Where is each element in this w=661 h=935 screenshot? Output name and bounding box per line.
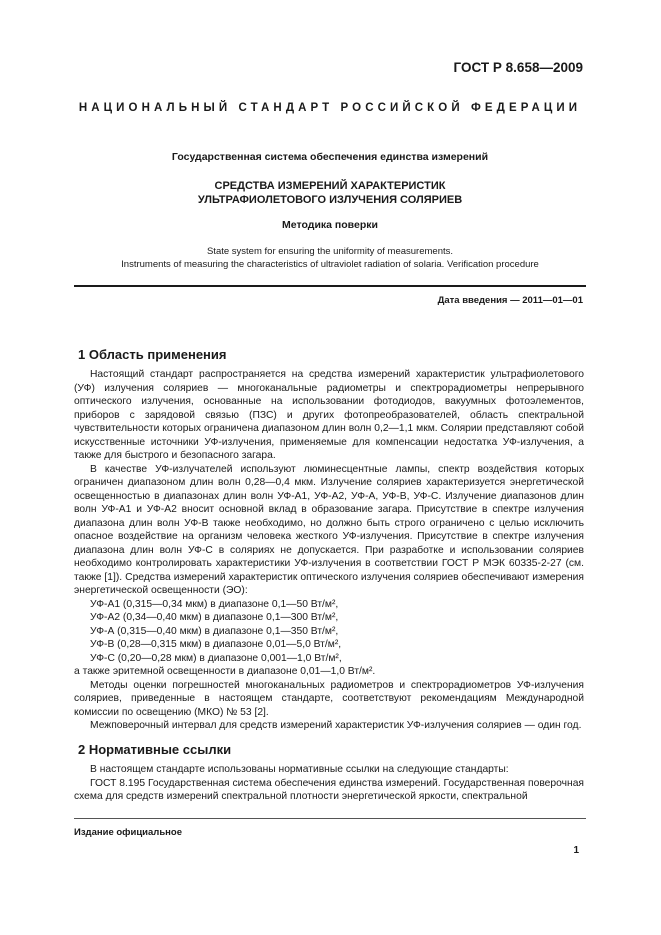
paragraph: Межповерочный интервал для средств измерений характеристик УФ-излучения соляриев — один год.: [90, 720, 582, 731]
paragraph: Настоящий стандарт распространяется на средства измерений характеристик ультрафиолетового (УФ) излучения соляриев — многоканальные радиометры и спектрорадиометры непрерывного оптического излучения, основанные на использовании фотодиодов, вакуумных фотоэлементов, приборов с зарядовой связью (ПЗС) и других фотопреобразователей, область спектральной чувствительности которых ограничена диапазоном длин волн 0,2—1,1 мкм. Солярии представляют собой искусственные источники УФ-излучения, применяемые для компенсации недостатка УФ-излучения, а также для быстрого и безопасного загара.: [74, 369, 584, 461]
main-title: [74, 179, 586, 207]
paragraph: В настоящем стандарте использованы нормативные ссылки на следующие стандарты:: [90, 764, 509, 775]
english-title: [74, 245, 586, 271]
section-2-heading: 2 Нормативные ссылки: [78, 742, 232, 757]
introduction-date: Дата введения — 2011—01—01: [437, 295, 583, 306]
english-title-line1: State system for ensuring the uniformity of measurements.: [206, 246, 454, 257]
range-item: УФ-А1 (0,315—0,34 мкм) в диапазоне 0,1—50 Вт/м²,: [90, 598, 339, 610]
title-divider: [74, 285, 586, 287]
main-title-line2: УЛЬТРАФИОЛЕТОВОГО ИЗЛУЧЕНИЯ СОЛЯРИЕВ: [197, 194, 463, 206]
system-title: Государственная система обеспечения единства измерений: [171, 151, 489, 163]
paragraph: ГОСТ 8.195 Государственная система обеспечения единства измерений. Государственная поверочная схема для средств измерений спектральной плотности энергетической яркости, спектральной: [74, 777, 584, 802]
page-number: 1: [573, 845, 579, 856]
english-title-line2: Instruments of measuring the characteristics of ultraviolet radiation of solaria. Verification procedure: [121, 259, 539, 270]
paragraph: В качестве УФ-излучателей используют люминесцентные лампы, спектр воздействия которых ограничен диапазоном длин волн 0,28—0,4 мкм. Излучение соляриев характеризуется энергетической освещенностью в диапазонах длин волн УФ-А1, УФ-А2, УФ-А, УФ-В, УФ-С. Излучение диапазонов длин волн УФ-А1 и УФ-А2 вносит основной вклад в образование загара. Присутствие в спектре излучения диапазона длин волн УФ-В также необходимо, но должно быть строго ограничено с целью исключить опасное воздействие на организм человека жесткого УФ-излучения. Присутствие в спектре излучения диапазона длин волн УФ-С в соляриях не допускается. При разработке и использовании соляриев необходимо контролировать характеристики УФ-излучения в соответствии ГОСТ Р МЭК 60335-2-27 (см. также [1]). Средства измерений характеристик оптического излучения соляриев обеспечивают измерения энергетической освещенности (ЭО):: [74, 463, 584, 596]
footer-divider: [74, 818, 586, 819]
section-1-heading: 1 Область применения: [78, 347, 227, 362]
method-title: Методика поверки: [282, 219, 378, 231]
range-item: УФ-С (0,20—0,28 мкм) в диапазоне 0,001—1,0 Вт/м²,: [90, 652, 342, 664]
range-item: УФ-В (0,28—0,315 мкм) в диапазоне 0,01—5,0 Вт/м²,: [90, 639, 342, 650]
section-2-body: [74, 763, 584, 804]
section-1-body: [74, 368, 584, 733]
range-item: УФ-А2 (0,34—0,40 мкм) в диапазоне 0,1—300 Вт/м²,: [90, 612, 339, 623]
range-item: а также эритемной освещенности в диапазоне 0,01—1,0 Вт/м².: [74, 666, 376, 677]
standard-code: ГОСТ Р 8.658—2009: [453, 60, 583, 75]
national-standard-banner: НАЦИОНАЛЬНЫЙ СТАНДАРТ РОССИЙСКОЙ ФЕДЕРАЦИИ: [78, 102, 582, 114]
main-title-line1: СРЕДСТВА ИЗМЕРЕНИЙ ХАРАКТЕРИСТИК: [214, 180, 446, 192]
edition-label: Издание официальное: [74, 827, 182, 838]
paragraph: Методы оценки погрешностей многоканальных радиометров и спектрорадиометров УФ-излучения соляриев, приведенные в настоящем стандарте, соответствуют рекомендациям Международной комиссии по освещению (МКО) № 53 [2].: [74, 679, 584, 718]
range-item: УФ-А (0,315—0,40 мкм) в диапазоне 0,1—350 Вт/м²,: [90, 625, 339, 637]
